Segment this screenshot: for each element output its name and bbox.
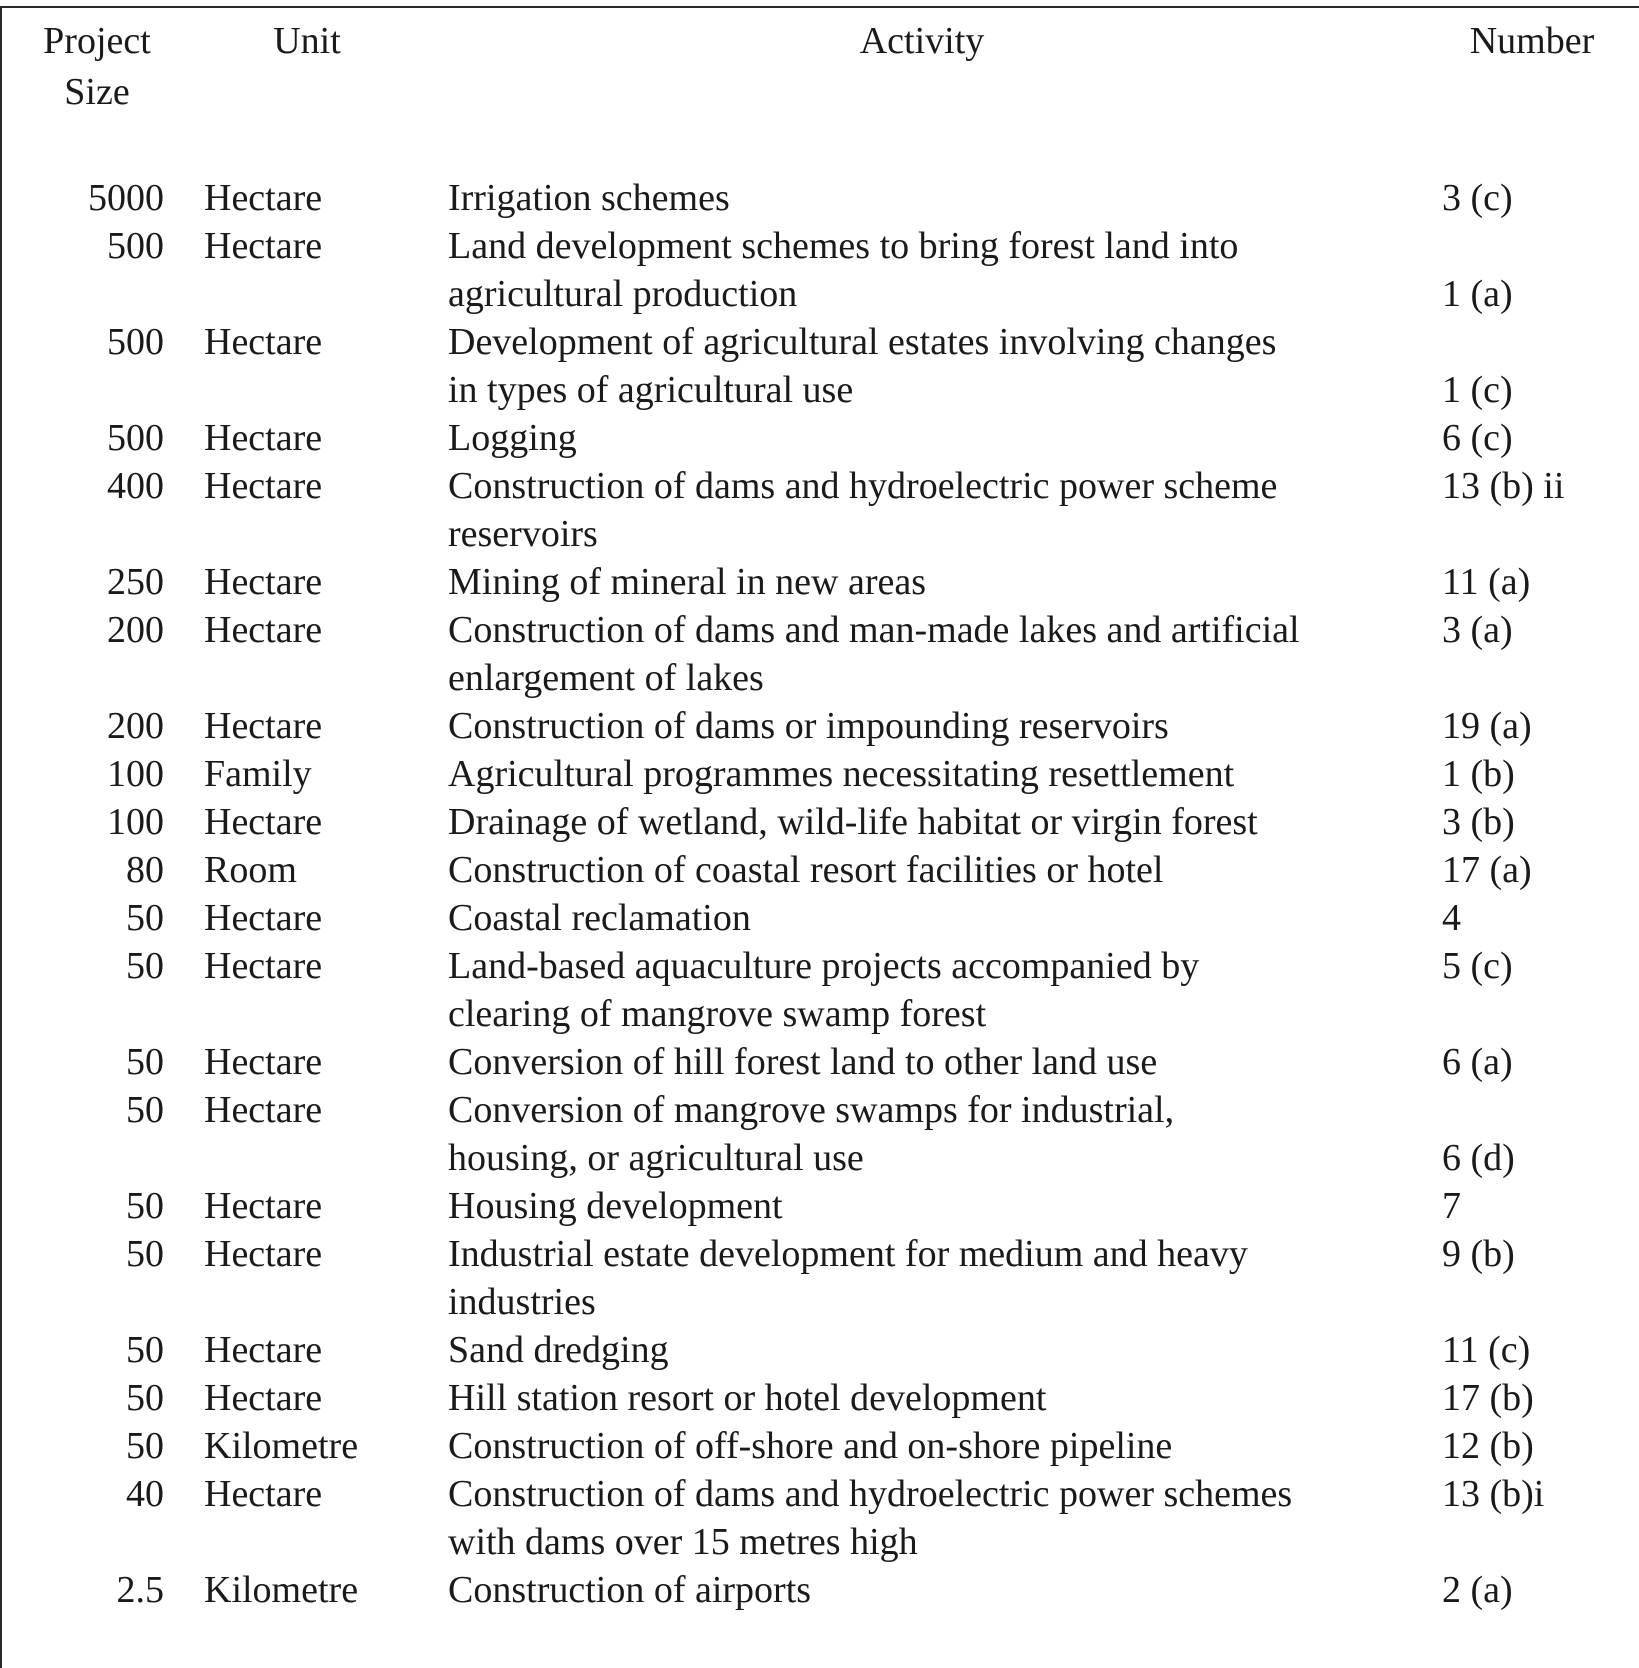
row-project-size: 50 [126,1089,164,1131]
row-number: 11 (c) [1442,1329,1531,1371]
row-project-size: 100 [107,753,164,795]
row-number: 12 (b) [1442,1425,1534,1467]
row-activity: Sand dredging [448,1329,669,1371]
row-unit: Hectare [204,801,323,843]
row-activity: Irrigation schemes [448,177,730,219]
row-activity: with dams over 15 metres high [448,1521,918,1563]
row-activity: Logging [448,417,577,459]
row-number: 4 [1442,897,1461,939]
row-number: 19 (a) [1442,705,1532,747]
row-activity: Drainage of wetland, wild-life habitat or virgin forest [448,801,1258,843]
row-number: 5 (c) [1442,945,1513,987]
row-number: 6 (d) [1442,1137,1515,1179]
row-unit: Family [204,753,312,795]
row-unit: Room [204,849,297,891]
row-number: 13 (b) ii [1442,465,1565,507]
row-unit: Hectare [204,945,323,987]
row-project-size: 50 [126,897,164,939]
row-number: 3 (a) [1442,609,1513,651]
row-project-size: 500 [107,321,164,363]
row-activity: industries [448,1281,596,1323]
row-activity: Housing development [448,1185,783,1227]
row-unit: Hectare [204,225,323,267]
row-activity: Land-based aquaculture projects accompanied by [448,945,1200,987]
row-unit: Hectare [204,177,323,219]
row-project-size: 100 [107,801,164,843]
row-project-size: 5000 [88,177,164,219]
row-activity: Construction of dams or impounding reservoirs [448,705,1169,747]
header-number: Number [1469,20,1595,62]
row-unit: Hectare [204,897,323,939]
row-unit: Hectare [204,1377,323,1419]
row-unit: Hectare [204,609,323,651]
row-number: 13 (b)i [1442,1473,1545,1515]
row-activity: Construction of dams and man-made lakes and artificial [448,609,1300,651]
row-project-size: 80 [126,849,164,891]
row-number: 1 (c) [1442,369,1513,411]
header-project-size-line-1: Project [43,20,151,62]
row-unit: Hectare [204,1329,323,1371]
row-project-size: 250 [107,561,164,603]
row-unit: Kilometre [204,1569,359,1611]
row-number: 6 (c) [1442,417,1513,459]
header-project-size [22,16,172,118]
row-number: 9 (b) [1442,1233,1515,1275]
row-activity: Development of agricultural estates involving changes [448,321,1277,363]
row-activity: Construction of dams and hydroelectric power scheme [448,465,1278,507]
row-unit: Hectare [204,1233,323,1275]
row-project-size: 50 [126,945,164,987]
row-project-size: 500 [107,417,164,459]
row-activity: Industrial estate development for medium and heavy [448,1233,1248,1275]
header-activity: Activity [859,20,985,62]
header-project-size-line-2: Size [64,71,130,113]
row-activity: Land development schemes to bring forest land into [448,225,1239,267]
row-number: 6 (a) [1442,1041,1513,1083]
row-unit: Hectare [204,1089,323,1131]
row-activity: Conversion of hill forest land to other land use [448,1041,1158,1083]
row-project-size: 50 [126,1425,164,1467]
row-project-size: 50 [126,1377,164,1419]
row-activity: Agricultural programmes necessitating resettlement [448,753,1235,795]
row-project-size: 50 [126,1233,164,1275]
row-activity: Conversion of mangrove swamps for industrial, [448,1089,1175,1131]
row-activity: enlargement of lakes [448,657,764,699]
row-activity: reservoirs [448,513,598,555]
row-number: 2 (a) [1442,1569,1513,1611]
row-number: 1 (b) [1442,753,1515,795]
row-project-size: 40 [126,1473,164,1515]
header-unit: Unit [273,20,341,62]
row-number: 7 [1442,1185,1461,1227]
row-unit: Hectare [204,561,323,603]
row-unit: Hectare [204,321,323,363]
row-unit: Hectare [204,1041,323,1083]
row-activity: Hill station resort or hotel development [448,1377,1047,1419]
row-activity: Mining of mineral in new areas [448,561,927,603]
row-project-size: 400 [107,465,164,507]
row-activity: housing, or agricultural use [448,1137,864,1179]
row-project-size: 50 [126,1185,164,1227]
row-project-size: 50 [126,1041,164,1083]
row-unit: Hectare [204,1473,323,1515]
row-project-size: 200 [107,705,164,747]
row-project-size: 500 [107,225,164,267]
row-number: 3 (c) [1442,177,1513,219]
project-size-table [0,6,1639,1668]
row-number: 11 (a) [1442,561,1531,603]
row-unit: Kilometre [204,1425,359,1467]
row-activity: agricultural production [448,273,798,315]
row-project-size: 50 [126,1329,164,1371]
row-number: 17 (b) [1442,1377,1534,1419]
row-unit: Hectare [204,1185,323,1227]
row-activity: Coastal reclamation [448,897,751,939]
row-number: 3 (b) [1442,801,1515,843]
row-activity: Construction of dams and hydroelectric power schemes [448,1473,1293,1515]
row-number: 1 (a) [1442,273,1513,315]
row-activity: clearing of mangrove swamp forest [448,993,987,1035]
row-project-size: 200 [107,609,164,651]
row-activity: Construction of airports [448,1569,812,1611]
row-unit: Hectare [204,705,323,747]
row-activity: in types of agricultural use [448,369,854,411]
row-project-size: 2.5 [116,1569,164,1611]
row-activity: Construction of off-shore and on-shore pipeline [448,1425,1173,1467]
row-unit: Hectare [204,417,323,459]
row-activity: Construction of coastal resort facilities or hotel [448,849,1164,891]
row-number: 17 (a) [1442,849,1532,891]
row-unit: Hectare [204,465,323,507]
